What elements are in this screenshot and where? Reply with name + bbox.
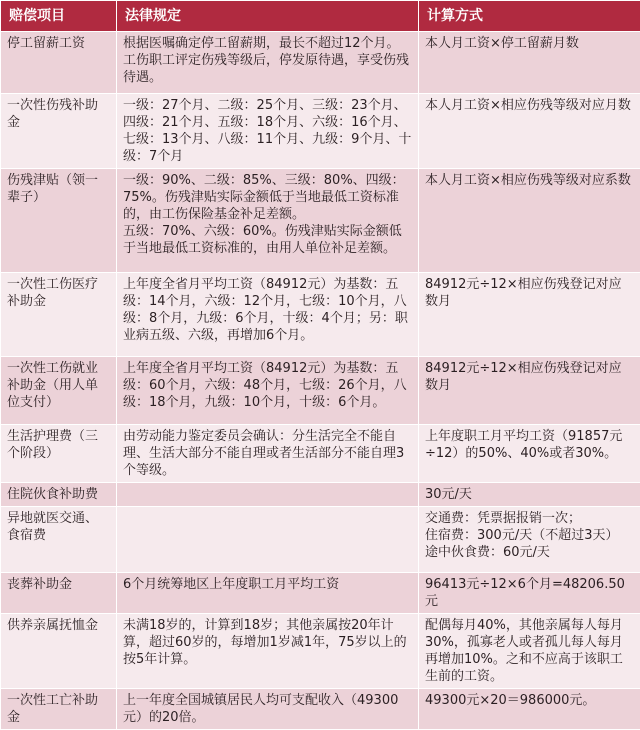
table-row (1, 357, 640, 425)
law-cell: 一级：90%、二级：85%、三级：80%、四级：75%。伤残津贴实际金额低于当地最低工资标准的，由工伤保险基金补足差额。 五级：70%、六级：60%。伤残津贴实际金额低于当地最低工资标准的，由用人单位补足差额。 (117, 169, 419, 273)
law-cell: 上一年度全国城镇居民人均可支配收入（49300元）的20倍。 (117, 689, 419, 730)
item-cell: 住院伙食补助费 (1, 483, 117, 507)
calc-cell: 84912元÷12×相应伤残登记对应数月 (419, 273, 640, 357)
calc-cell: 96413元÷12×6个月=48206.50元 (419, 573, 640, 614)
item-cell: 一次性工伤医疗补助金 (1, 273, 117, 357)
table-row (1, 507, 640, 573)
item-cell: 异地就医交通、食宿费 (1, 507, 117, 573)
law-cell (117, 507, 419, 573)
table-row (1, 483, 640, 507)
item-cell: 供养亲属抚恤金 (1, 614, 117, 689)
header-law: 法律规定 (117, 1, 419, 32)
law-cell: 一级：27个月、二级：25个月、三级：23个月、四级：21个月、五级：18个月、六级：16个月、七级：13个月、八级：11个月、九级：9个月、十级：7个月 (117, 94, 419, 169)
table-row (1, 273, 640, 357)
item-cell: 一次性伤残补助金 (1, 94, 117, 169)
table-row (1, 689, 640, 730)
law-cell: 上年度全省月平均工资（84912元）为基数：五级：60个月，六级：48个月，七级：26个月，八级：18个月，九级：10个月，十级：6个月。 (117, 357, 419, 425)
header-item: 赔偿项目 (1, 1, 117, 32)
calc-cell: 上年度职工月平均工资（91857元÷12）的50%、40%或者30%。 (419, 425, 640, 483)
calc-cell: 交通费：凭票据报销一次； 住宿费：300元/天（不超过3天） 途中伙食费：60元/天 (419, 507, 640, 573)
item-cell: 一次性工伤就业补助金（用人单位支付） (1, 357, 117, 425)
table-row (1, 573, 640, 614)
header-calc: 计算方式 (419, 1, 640, 32)
law-cell: 由劳动能力鉴定委员会确认：分生活完全不能自理、生活大部分不能自理或者生活部分不能自理3个等级。 (117, 425, 419, 483)
law-cell (117, 483, 419, 507)
header-row (1, 1, 640, 32)
table-row (1, 614, 640, 689)
calc-cell: 本人月工资×停工留薪月数 (419, 32, 640, 94)
table-row (1, 425, 640, 483)
calc-cell: 84912元÷12×相应伤残登记对应数月 (419, 357, 640, 425)
law-cell: 上年度全省月平均工资（84912元）为基数：五级：14个月，六级：12个月，七级：10个月，八级：8个月，九级：6个月，十级：4个月；另：职业病五级、六级，再增加6个月。 (117, 273, 419, 357)
item-cell: 一次性工亡补助金 (1, 689, 117, 730)
table-row (1, 94, 640, 169)
calc-cell: 本人月工资×相应伤残等级对应系数 (419, 169, 640, 273)
item-cell: 丧葬补助金 (1, 573, 117, 614)
calc-cell: 30元/天 (419, 483, 640, 507)
law-cell: 根据医嘱确定停工留薪期，最长不超过12个月。工伤职工评定伤残等级后，停发原待遇，享受伤残待遇。 (117, 32, 419, 94)
law-cell: 6个月统筹地区上年度职工月平均工资 (117, 573, 419, 614)
item-cell: 停工留薪工资 (1, 32, 117, 94)
table-row (1, 169, 640, 273)
item-cell: 生活护理费（三个阶段） (1, 425, 117, 483)
calc-cell: 本人月工资×相应伤残等级对应月数 (419, 94, 640, 169)
item-cell: 伤残津贴（领一辈子） (1, 169, 117, 273)
calc-cell: 配偶每月40%，其他亲属每人每月30%，孤寡老人或者孤儿每人每月再增加10%。之和不应高于该职工生前的工资。 (419, 614, 640, 689)
calc-cell: 49300元×20＝986000元。 (419, 689, 640, 730)
law-cell: 未满18岁的，计算到18岁；其他亲属按20年计算，超过60岁的，每增加1岁减1年，75岁以上的按5年计算。 (117, 614, 419, 689)
table-row (1, 32, 640, 94)
